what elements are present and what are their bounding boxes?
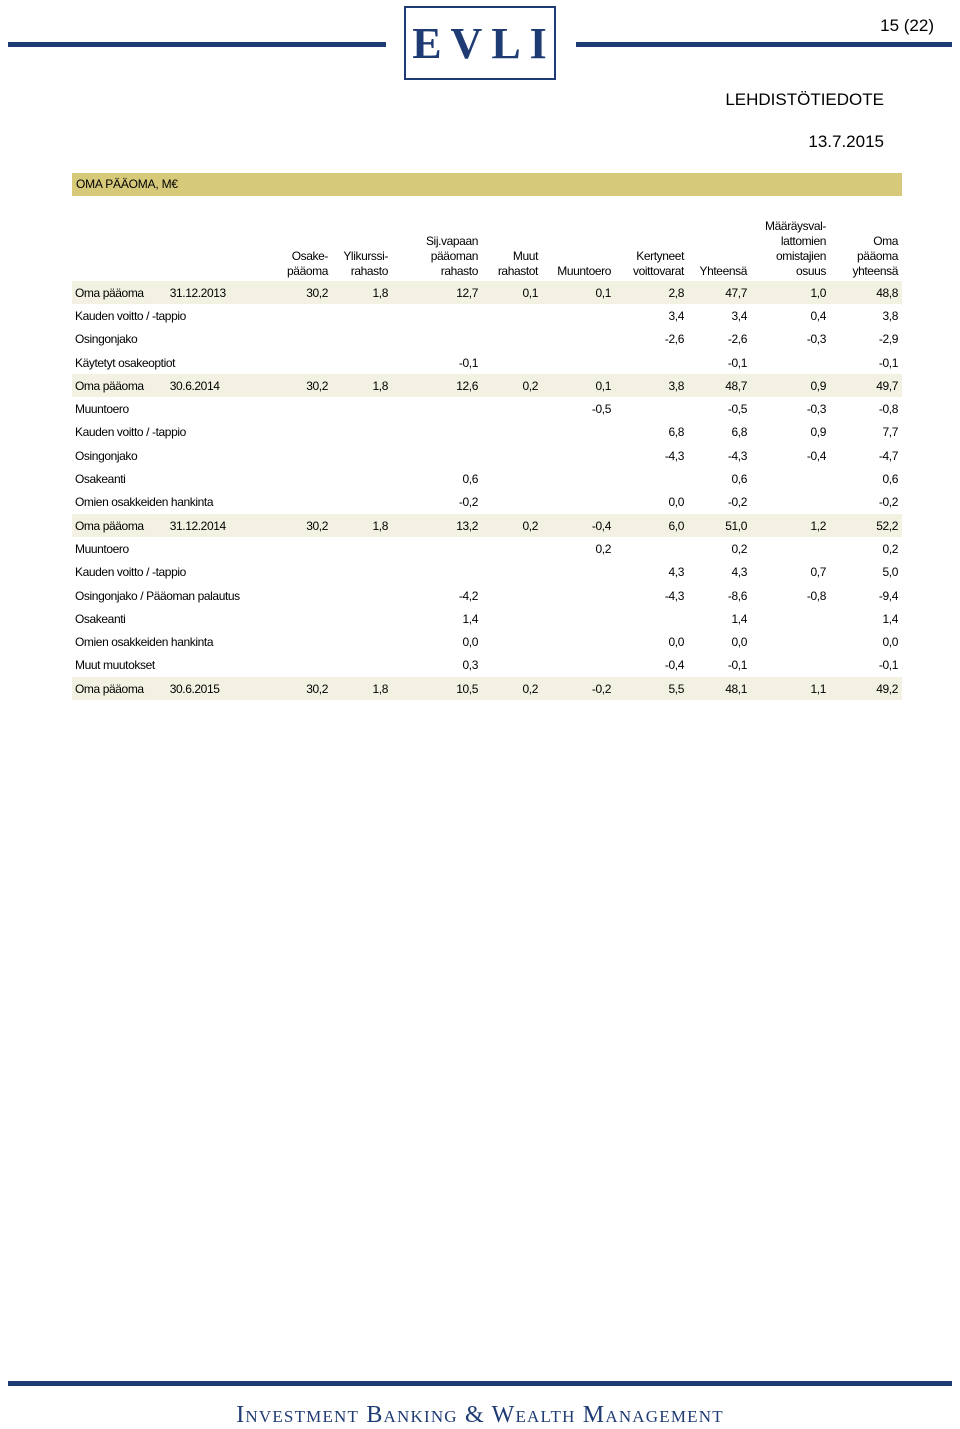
column-header: Muuntoero bbox=[557, 264, 611, 278]
row-label-cell bbox=[72, 351, 272, 374]
row-label: Oma pääoma bbox=[75, 378, 144, 393]
table-cell bbox=[482, 421, 542, 444]
table-cell bbox=[392, 421, 482, 444]
table-row bbox=[72, 304, 902, 327]
table-cell: 52,2 bbox=[830, 514, 902, 537]
table-cell bbox=[482, 654, 542, 677]
table-cell bbox=[751, 607, 830, 630]
section-title: OMA PÄÄOMA, M€ bbox=[72, 173, 902, 196]
table-cell bbox=[272, 607, 332, 630]
table-cell: -8,6 bbox=[727, 588, 747, 603]
table-cell: 6,8 bbox=[668, 425, 684, 440]
row-label-cell bbox=[72, 281, 272, 304]
table-cell bbox=[332, 537, 392, 560]
row-label: Kauden voitto / -tappio bbox=[75, 565, 186, 580]
table-cell bbox=[542, 654, 615, 677]
table-cell: -0,1 bbox=[878, 658, 898, 673]
row-label-cell bbox=[72, 397, 272, 420]
table-cell: 0,9 bbox=[810, 425, 826, 440]
row-label-cell bbox=[72, 491, 272, 514]
row-label-cell bbox=[72, 677, 272, 700]
table-cell: -0,3 bbox=[806, 402, 826, 417]
table-cell bbox=[482, 561, 542, 584]
table-cell: 0,2 bbox=[482, 374, 542, 397]
table-cell: -9,4 bbox=[878, 588, 898, 603]
table-cell: 1,8 bbox=[332, 374, 392, 397]
table-cell bbox=[332, 328, 392, 351]
table-cell bbox=[272, 561, 332, 584]
table-row bbox=[72, 561, 902, 584]
table-cell bbox=[542, 421, 615, 444]
table-cell: -0,2 bbox=[727, 495, 747, 510]
table-cell: 0,4 bbox=[810, 308, 826, 323]
footer-tagline: Investment Banking & Wealth Management bbox=[236, 1402, 724, 1428]
row-label: Kauden voitto / -tappio bbox=[75, 425, 186, 440]
row-label: Osakeanti bbox=[75, 472, 126, 487]
table-cell: 30,2 bbox=[272, 514, 332, 537]
table-cell: 30,2 bbox=[272, 677, 332, 700]
table-cell bbox=[482, 328, 542, 351]
table-cell: 12,6 bbox=[392, 374, 482, 397]
table-cell bbox=[482, 607, 542, 630]
table-cell bbox=[542, 607, 615, 630]
table-cell: -0,4 bbox=[806, 448, 826, 463]
row-label: Muuntoero bbox=[75, 402, 129, 417]
table-cell bbox=[482, 397, 542, 420]
column-header: Osake- pääoma bbox=[287, 249, 328, 278]
table-cell: -0,5 bbox=[727, 402, 747, 417]
table-cell: -4,3 bbox=[664, 588, 684, 603]
table-cell bbox=[272, 421, 332, 444]
table-cell bbox=[751, 630, 830, 653]
table-cell bbox=[392, 304, 482, 327]
table-cell bbox=[542, 328, 615, 351]
column-header: Sij.vapaan pääoman rahasto bbox=[425, 234, 478, 278]
table-cell bbox=[542, 444, 615, 467]
row-label: Osingonjako bbox=[75, 448, 138, 463]
table-row bbox=[72, 351, 902, 374]
table-cell bbox=[392, 328, 482, 351]
balance-row bbox=[72, 514, 902, 537]
table-cell bbox=[272, 491, 332, 514]
table-cell: 49,2 bbox=[830, 677, 902, 700]
table-cell bbox=[482, 491, 542, 514]
row-label: Muut muutokset bbox=[75, 658, 155, 673]
table-cell: 47,7 bbox=[688, 281, 751, 304]
table-cell: 1,8 bbox=[332, 281, 392, 304]
table-cell: 1,0 bbox=[751, 281, 830, 304]
balance-row bbox=[72, 374, 902, 397]
table-cell bbox=[392, 537, 482, 560]
table-cell: 5,0 bbox=[882, 565, 898, 580]
page-number: 15 (22) bbox=[880, 16, 934, 35]
table-cell: 0,1 bbox=[482, 281, 542, 304]
table-cell: 0,2 bbox=[731, 541, 747, 556]
table-cell: 0,7 bbox=[810, 565, 826, 580]
row-label-cell bbox=[72, 444, 272, 467]
table-cell: 0,2 bbox=[482, 677, 542, 700]
table-cell bbox=[542, 491, 615, 514]
row-label-cell bbox=[72, 537, 272, 560]
table-cell: 0,1 bbox=[542, 281, 615, 304]
table-cell bbox=[751, 467, 830, 490]
table-cell: 3,4 bbox=[668, 308, 684, 323]
row-label-cell bbox=[72, 607, 272, 630]
table-cell bbox=[332, 444, 392, 467]
table-cell: 10,5 bbox=[392, 677, 482, 700]
table-row bbox=[72, 444, 902, 467]
table-cell bbox=[272, 630, 332, 653]
table-cell: 1,4 bbox=[882, 611, 898, 626]
table-cell: 49,7 bbox=[830, 374, 902, 397]
table-cell: 0,0 bbox=[462, 635, 478, 650]
table-cell: 7,7 bbox=[882, 425, 898, 440]
table-row bbox=[72, 537, 902, 560]
table-cell bbox=[615, 607, 688, 630]
table-row bbox=[72, 328, 902, 351]
footer-rule bbox=[8, 1381, 952, 1386]
row-label: Omien osakkeiden hankinta bbox=[75, 635, 214, 650]
row-label-cell bbox=[72, 584, 272, 607]
table-cell bbox=[542, 467, 615, 490]
table-cell: 0,0 bbox=[668, 495, 684, 510]
table-cell bbox=[482, 351, 542, 374]
table-cell: -0,8 bbox=[878, 402, 898, 417]
balance-row bbox=[72, 677, 902, 700]
table-cell bbox=[332, 607, 392, 630]
table-header-row bbox=[72, 205, 902, 281]
table-cell: 48,8 bbox=[830, 281, 902, 304]
table-cell bbox=[392, 444, 482, 467]
column-header: Ylikurssi- rahasto bbox=[343, 249, 388, 278]
row-date: 30.6.2015 bbox=[169, 681, 220, 696]
column-header bbox=[72, 205, 272, 281]
table-cell bbox=[482, 584, 542, 607]
table-cell: -0,4 bbox=[542, 514, 615, 537]
table-cell: 30,2 bbox=[272, 374, 332, 397]
table-cell: 2,8 bbox=[615, 281, 688, 304]
table-cell: 4,3 bbox=[731, 565, 747, 580]
table-cell bbox=[751, 351, 830, 374]
row-label-cell bbox=[72, 304, 272, 327]
table-cell bbox=[332, 630, 392, 653]
table-cell: 1,2 bbox=[751, 514, 830, 537]
table-cell: 0,2 bbox=[595, 541, 611, 556]
table-cell: 6,8 bbox=[731, 425, 747, 440]
table-cell bbox=[482, 537, 542, 560]
row-label: Osingonjako bbox=[75, 332, 138, 347]
table-cell bbox=[615, 537, 688, 560]
table-cell: -4,7 bbox=[878, 448, 898, 463]
table-cell bbox=[615, 351, 688, 374]
table-body bbox=[72, 281, 902, 700]
table-cell bbox=[272, 467, 332, 490]
row-label: Oma pääoma bbox=[75, 518, 144, 533]
table-cell bbox=[332, 654, 392, 677]
table-cell bbox=[332, 584, 392, 607]
table-cell: 1,4 bbox=[462, 611, 478, 626]
column-header: Yhteensä bbox=[699, 264, 747, 278]
table-cell: 1,4 bbox=[731, 611, 747, 626]
table-cell: 3,8 bbox=[882, 308, 898, 323]
row-label-cell bbox=[72, 467, 272, 490]
table-cell: 1,1 bbox=[751, 677, 830, 700]
row-label: Osakeanti bbox=[75, 611, 126, 626]
table-cell bbox=[272, 304, 332, 327]
table-cell: -0,2 bbox=[458, 495, 478, 510]
table-cell: 3,4 bbox=[731, 308, 747, 323]
table-cell bbox=[542, 304, 615, 327]
table-cell: 0,3 bbox=[462, 658, 478, 673]
row-label: Käytetyt osakeoptiot bbox=[75, 355, 176, 370]
table-cell bbox=[392, 561, 482, 584]
table-cell: -2,6 bbox=[664, 332, 684, 347]
table-cell bbox=[482, 467, 542, 490]
table-cell: 0,0 bbox=[882, 635, 898, 650]
row-label: Kauden voitto / -tappio bbox=[75, 308, 186, 323]
table-cell bbox=[542, 630, 615, 653]
table-cell: -0,1 bbox=[458, 355, 478, 370]
row-label-cell bbox=[72, 374, 272, 397]
table-cell: 1,8 bbox=[332, 514, 392, 537]
table-cell: 13,2 bbox=[392, 514, 482, 537]
table-cell bbox=[542, 584, 615, 607]
table-cell bbox=[272, 537, 332, 560]
table-cell: -0,4 bbox=[664, 658, 684, 673]
table-row bbox=[72, 467, 902, 490]
table-cell bbox=[272, 444, 332, 467]
table-cell bbox=[482, 444, 542, 467]
row-label: Omien osakkeiden hankinta bbox=[75, 495, 214, 510]
table-cell: 0,9 bbox=[751, 374, 830, 397]
evli-logo: EVLI bbox=[404, 6, 556, 80]
table-cell bbox=[482, 630, 542, 653]
row-label-cell bbox=[72, 514, 272, 537]
header-rule-left bbox=[8, 42, 386, 47]
table-cell: 0,0 bbox=[731, 635, 747, 650]
header-rule-right bbox=[576, 42, 952, 47]
table-cell bbox=[272, 328, 332, 351]
column-header: Kertyneet voittovarat bbox=[633, 249, 684, 278]
table-cell: -0,2 bbox=[878, 495, 898, 510]
table-cell: -0,2 bbox=[542, 677, 615, 700]
table-cell: 0,6 bbox=[462, 472, 478, 487]
table-cell: 0,6 bbox=[882, 472, 898, 487]
table-cell bbox=[542, 561, 615, 584]
table-cell bbox=[392, 397, 482, 420]
table-cell bbox=[751, 537, 830, 560]
table-cell bbox=[272, 351, 332, 374]
table-cell: -4,3 bbox=[727, 448, 747, 463]
table-cell: 1,8 bbox=[332, 677, 392, 700]
table-row bbox=[72, 607, 902, 630]
table-cell: 6,0 bbox=[615, 514, 688, 537]
table-cell: 3,8 bbox=[615, 374, 688, 397]
table-cell: 0,6 bbox=[731, 472, 747, 487]
table-cell: 5,5 bbox=[615, 677, 688, 700]
row-label-cell bbox=[72, 561, 272, 584]
row-label-cell bbox=[72, 630, 272, 653]
table-row bbox=[72, 397, 902, 420]
table-cell: 0,2 bbox=[482, 514, 542, 537]
table-cell: -0,1 bbox=[727, 355, 747, 370]
table-cell: 48,1 bbox=[688, 677, 751, 700]
table-row bbox=[72, 491, 902, 514]
row-date: 30.6.2014 bbox=[169, 378, 220, 393]
table-cell: 4,3 bbox=[668, 565, 684, 580]
table-cell bbox=[272, 397, 332, 420]
column-header: Muut rahastot bbox=[497, 249, 538, 278]
table-cell: -4,2 bbox=[458, 588, 478, 603]
document-type: LEHDISTÖTIEDOTE bbox=[725, 90, 884, 109]
row-date: 31.12.2013 bbox=[169, 285, 226, 300]
row-label-cell bbox=[72, 328, 272, 351]
table-cell bbox=[615, 397, 688, 420]
row-label: Muuntoero bbox=[75, 541, 129, 556]
row-label: Oma pääoma bbox=[75, 285, 144, 300]
table-cell: -4,3 bbox=[664, 448, 684, 463]
table-cell: -0,1 bbox=[727, 658, 747, 673]
table-cell: -0,3 bbox=[806, 332, 826, 347]
table-row bbox=[72, 630, 902, 653]
table-row bbox=[72, 421, 902, 444]
table-cell bbox=[272, 584, 332, 607]
table-row bbox=[72, 654, 902, 677]
table-cell bbox=[542, 351, 615, 374]
table-cell bbox=[751, 654, 830, 677]
row-label: Osingonjako / Pääoman palautus bbox=[75, 588, 240, 603]
table-cell: -0,1 bbox=[878, 355, 898, 370]
table-cell bbox=[332, 351, 392, 374]
equity-table bbox=[72, 205, 902, 700]
row-label-cell bbox=[72, 421, 272, 444]
table-cell: -2,9 bbox=[878, 332, 898, 347]
document-date: 13.7.2015 bbox=[808, 132, 884, 151]
balance-row bbox=[72, 281, 902, 304]
table-cell: -0,8 bbox=[806, 588, 826, 603]
row-label-cell bbox=[72, 654, 272, 677]
table-cell bbox=[332, 421, 392, 444]
row-label: Oma pääoma bbox=[75, 681, 144, 696]
table-cell bbox=[332, 467, 392, 490]
table-cell bbox=[332, 304, 392, 327]
table-cell: 48,7 bbox=[688, 374, 751, 397]
table-cell: 0,0 bbox=[668, 635, 684, 650]
table-cell: -0,5 bbox=[591, 402, 611, 417]
table-cell: 0,1 bbox=[542, 374, 615, 397]
column-header: Oma pääoma yhteensä bbox=[852, 234, 898, 278]
table-row bbox=[72, 584, 902, 607]
table-cell bbox=[272, 654, 332, 677]
table-cell: 51,0 bbox=[688, 514, 751, 537]
column-header: Määräysval- lattomien omistajien osuus bbox=[765, 219, 826, 278]
table-cell bbox=[332, 491, 392, 514]
table-cell bbox=[751, 491, 830, 514]
table-cell bbox=[482, 304, 542, 327]
table-cell: -2,6 bbox=[727, 332, 747, 347]
table-cell bbox=[332, 561, 392, 584]
table-cell bbox=[332, 397, 392, 420]
table-cell: 30,2 bbox=[272, 281, 332, 304]
table-cell: 0,2 bbox=[882, 541, 898, 556]
row-date: 31.12.2014 bbox=[169, 518, 226, 533]
table-cell bbox=[615, 467, 688, 490]
table-cell: 12,7 bbox=[392, 281, 482, 304]
